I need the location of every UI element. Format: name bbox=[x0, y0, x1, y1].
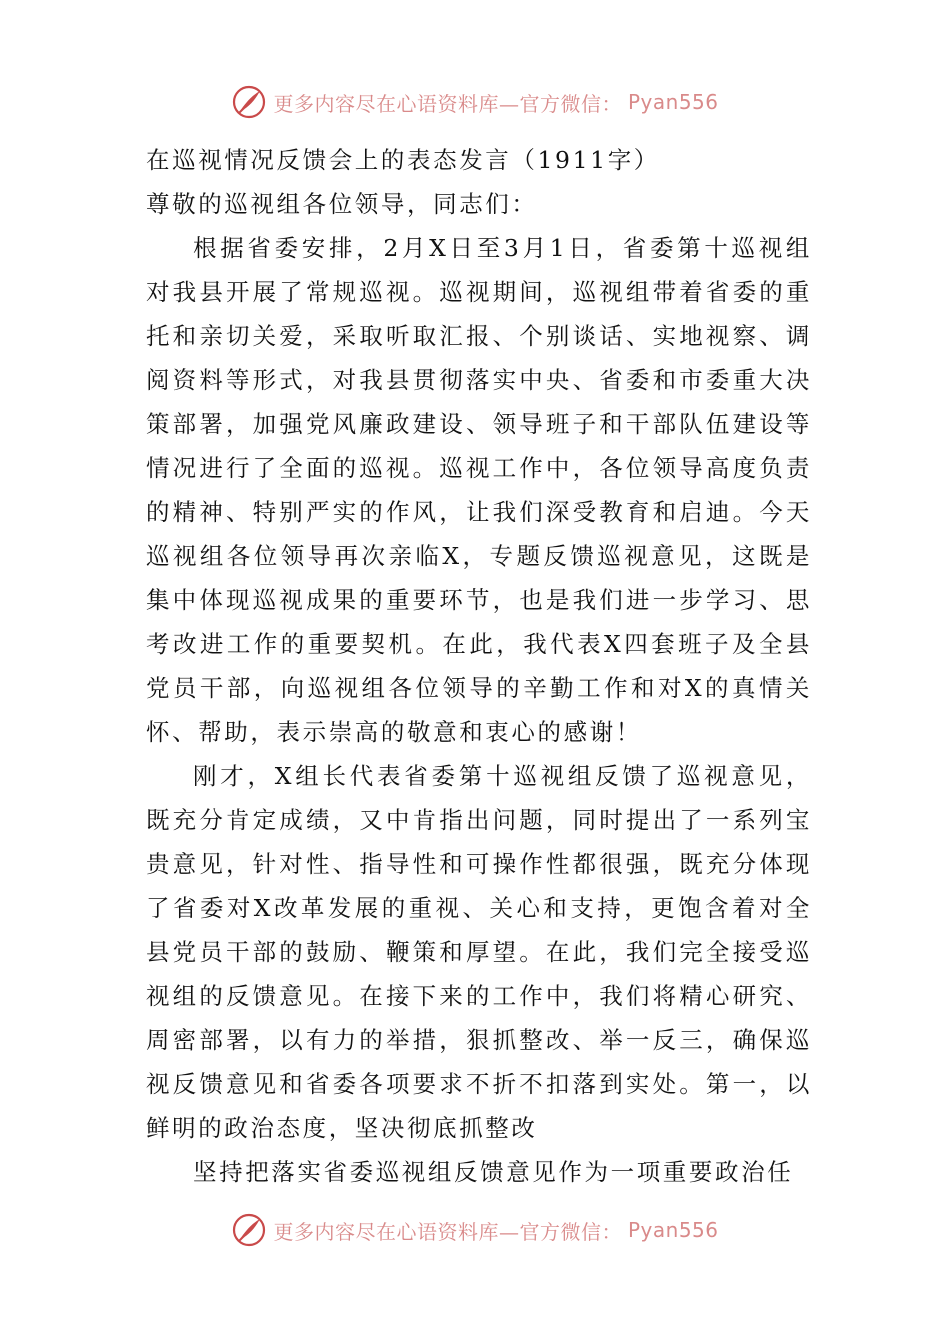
watermark-text: 更多内容尽在心语资料库—官方微信： bbox=[273, 1219, 622, 1244]
document-body bbox=[146, 138, 812, 1194]
quill-logo-icon bbox=[231, 84, 267, 120]
watermark-wechat-id: Pyan556 bbox=[627, 90, 719, 114]
document-title: 在巡视情况反馈会上的表态发言（1911字） bbox=[146, 146, 660, 174]
quill-logo-icon bbox=[231, 1212, 267, 1248]
salutation: 尊敬的巡视组各位领导，同志们： bbox=[146, 190, 538, 218]
footer-watermark bbox=[0, 1212, 950, 1248]
header-watermark bbox=[0, 84, 950, 120]
paragraph-1: 根据省委安排，2月X日至3月1日，省委第十巡视组对我县开展了常规巡视。巡视期间，巡视组带着省委的重托和亲切关爱，采取听取汇报、个别谈话、实地视察、调阅资料等形式，对我县贯彻落实中央、省委和市委重大决策部署，加强党风廉政建设、领导班子和干部队伍建设等情况进行了全面的巡视。巡视工作中，各位领导高度负责的精神、特别严实的作风，让我们深受教育和启迪。今天巡视组各位领导再次亲临X，专题反馈巡视意见，这既是集中体现巡视成果的重要环节，也是我们进一步学习、思考改进工作的重要契机。在此，我代表X四套班子及全县党员干部，向巡视组各位领导的辛勤工作和对X的真情关怀、帮助，表示崇高的敬意和衷心的感谢！ bbox=[146, 234, 812, 746]
paragraph-3: 坚持把落实省委巡视组反馈意见作为一项重要政治任 bbox=[193, 1158, 794, 1186]
watermark-wechat-id: Pyan556 bbox=[627, 1218, 719, 1242]
paragraph-2: 刚才，X组长代表省委第十巡视组反馈了巡视意见，既充分肯定成绩，又中肯指出问题，同时提出了一系列宝贵意见，针对性、指导性和可操作性都很强，既充分体现了省委对X改革发展的重视、关心和支持，更饱含着对全县党员干部的鼓励、鞭策和厚望。在此，我们完全接受巡视组的反馈意见。在接下来的工作中，我们将精心研究、周密部署，以有力的举措，狠抓整改、举一反三，确保巡视反馈意见和省委各项要求不折不扣落到实处。第一，以鲜明的政治态度，坚决彻底抓整改 bbox=[146, 762, 812, 1142]
watermark-text: 更多内容尽在心语资料库—官方微信： bbox=[273, 91, 622, 116]
